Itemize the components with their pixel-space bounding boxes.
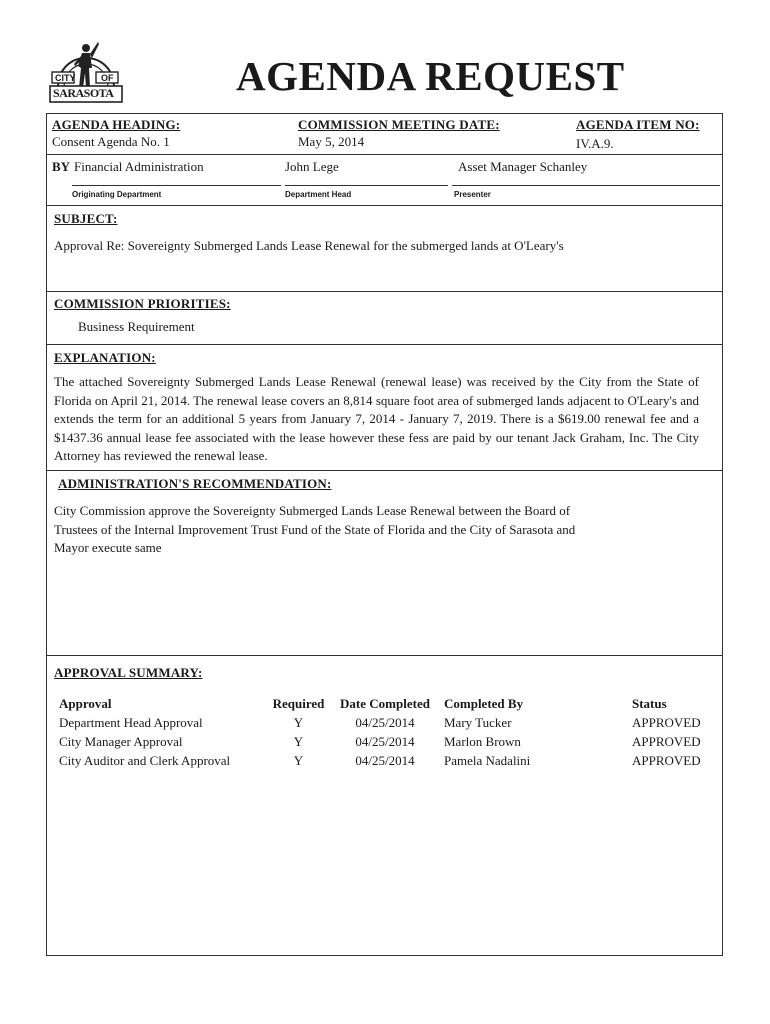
logo-of-text: OF	[101, 73, 114, 83]
required-cell: Y	[293, 714, 304, 730]
status-cell: APPROVED	[632, 714, 701, 730]
approval-cell: City Manager Approval	[59, 733, 183, 749]
table-header-row	[59, 694, 712, 713]
presenter-value: Asset Manager Schanley	[458, 159, 588, 174]
logo-city-text: CITY	[55, 73, 76, 83]
column-header: Status	[632, 695, 667, 711]
table-row	[59, 751, 712, 770]
completed-by-cell: Marlon Brown	[444, 733, 521, 749]
status-cell: APPROVED	[632, 752, 701, 768]
department-head-value: John Lege	[285, 159, 339, 174]
table-row	[59, 713, 712, 732]
approval-summary-label: APPROVAL SUMMARY:	[54, 665, 203, 680]
required-cell: Y	[293, 733, 304, 749]
explanation-text: The attached Sovereignty Submerged Lands Lease Renewal (renewal lease) was received by the City from the State of Florida on April 21, 2014. The renewal lease covers an 8,814 square foot area of submerged lands adjacent to O'Leary's and extends the term for an additional 5 years from January 7, 2014 - January 7, 2019. There is a $619.00 renewal fee and a $1437.36 annual lease fee associated with the lease however these fess are paid by our tenant Jack Graham, Inc. The City Attorney has reviewed the renewal lease.	[54, 374, 699, 463]
required-cell: Y	[293, 752, 304, 768]
divider	[46, 470, 723, 471]
logo-sarasota-text: SARASOTA	[53, 86, 114, 100]
column-header: Date Completed	[340, 695, 430, 711]
signature-line	[285, 185, 448, 186]
completed-by-cell: Mary Tucker	[444, 714, 512, 730]
item-no-value: IV.A.9.	[576, 136, 614, 151]
divider	[46, 655, 723, 656]
divider	[46, 291, 723, 292]
originating-department-caption: Originating Department	[72, 190, 162, 199]
item-no-label: AGENDA ITEM NO:	[576, 117, 700, 132]
priorities-label: COMMISSION PRIORITIES:	[54, 296, 231, 311]
page-title: AGENDA REQUEST	[236, 53, 625, 99]
subject-text: Approval Re: Sovereignty Submerged Lands Lease Renewal for the submerged lands at O'Leary's	[54, 238, 564, 253]
approval-cell: Department Head Approval	[59, 714, 203, 730]
city-of-sarasota-logo	[48, 28, 124, 108]
date-cell: 04/25/2014	[355, 714, 415, 730]
meeting-date-value: May 5, 2014	[298, 134, 365, 149]
signature-line	[452, 185, 720, 186]
department-head-caption: Department Head	[285, 190, 352, 199]
status-cell: APPROVED	[632, 733, 701, 749]
approval-table	[59, 694, 712, 770]
recommendation-line: Mayor execute same	[54, 540, 162, 555]
date-cell: 04/25/2014	[355, 752, 415, 768]
by-label: BY	[52, 159, 71, 174]
divider	[46, 344, 723, 345]
completed-by-cell: Pamela Nadalini	[444, 752, 531, 768]
subject-label: SUBJECT:	[54, 211, 118, 226]
explanation-label: EXPLANATION:	[54, 350, 156, 365]
meeting-date-label: COMMISSION MEETING DATE:	[298, 117, 500, 132]
column-header: Approval	[59, 695, 112, 711]
recommendation-label: ADMINISTRATION'S RECOMMENDATION:	[58, 476, 332, 491]
date-cell: 04/25/2014	[355, 733, 415, 749]
agenda-heading-label: AGENDA HEADING:	[52, 117, 181, 132]
originating-department-value: Financial Administration	[74, 159, 204, 174]
agenda-heading-value: Consent Agenda No. 1	[52, 134, 170, 149]
table-row	[59, 732, 712, 751]
divider	[46, 154, 723, 155]
presenter-caption: Presenter	[454, 190, 491, 199]
recommendation-line: City Commission approve the Sovereignty Submerged Lands Lease Renewal between the Board of	[54, 503, 571, 518]
recommendation-text	[54, 502, 704, 558]
approval-cell: City Auditor and Clerk Approval	[59, 752, 231, 768]
divider	[46, 205, 723, 206]
column-header: Completed By	[444, 695, 524, 711]
column-header: Required	[272, 695, 325, 711]
signature-line	[72, 185, 281, 186]
priorities-text: Business Requirement	[78, 319, 195, 334]
recommendation-line: Trustees of the Internal Improvement Trust Fund of the State of Florida and the City of Sarasota and	[54, 521, 576, 537]
